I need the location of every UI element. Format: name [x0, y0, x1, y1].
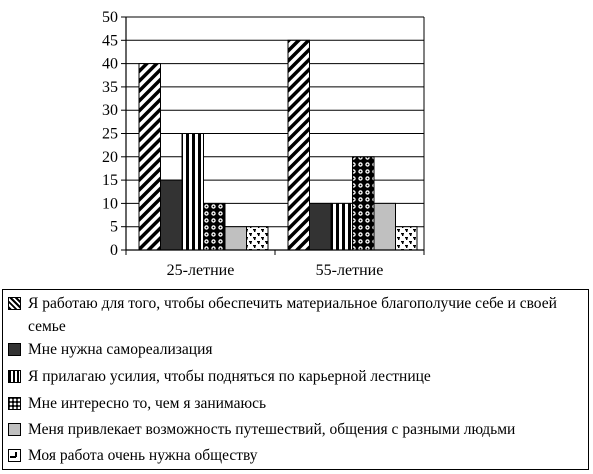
bar — [310, 203, 332, 250]
bar — [331, 203, 353, 250]
legend-item — [8, 444, 258, 467]
bar — [161, 180, 183, 250]
legend-swatch-vertical-stripes — [8, 370, 21, 383]
y-tick-label: 35 — [102, 78, 118, 96]
legend-item — [8, 365, 431, 388]
y-tick-label: 10 — [102, 195, 118, 213]
legend-label: Я работаю для того, чтобы обеспечить материальное благополучие себе и своей семье — [28, 295, 557, 335]
bar — [182, 134, 204, 251]
y-tick-label: 20 — [102, 148, 118, 166]
legend-item — [8, 292, 583, 338]
legend-label: Моя работа очень нужна обществу — [28, 447, 258, 464]
legend-item — [8, 418, 515, 441]
y-tick-label: 40 — [102, 55, 118, 73]
legend-item — [8, 338, 213, 361]
y-tick-label: 5 — [110, 218, 118, 236]
x-category-label: 55-летние — [315, 262, 384, 279]
y-tick-label: 30 — [102, 102, 118, 120]
bar — [288, 40, 310, 250]
legend-item — [8, 392, 266, 415]
bar — [353, 157, 375, 250]
bar — [225, 227, 247, 250]
y-tick-label: 45 — [102, 32, 118, 50]
legend-label: Меня привлекает возможность путешествий, общения с разными людьми — [28, 421, 516, 438]
y-tick-label: 25 — [102, 125, 118, 143]
bar — [139, 64, 161, 250]
legend-swatch-diagonal-stripes — [8, 297, 21, 310]
legend-label: Мне нужна самореализация — [28, 341, 213, 358]
y-tick-label: 15 — [102, 172, 118, 190]
legend-swatch-dots-dark — [8, 397, 21, 410]
y-tick-label: 50 — [102, 9, 118, 26]
legend-swatch-solid-light-gray — [8, 423, 21, 436]
legend-label: Я прилагаю усилия, чтобы подняться по карьерной лестнице — [28, 368, 431, 385]
bar — [374, 203, 396, 250]
bar — [396, 227, 418, 250]
legend-swatch-solid-dark — [8, 343, 21, 356]
bar — [247, 227, 269, 250]
chart-legend — [2, 289, 589, 470]
x-category-label: 25-летние — [166, 262, 235, 279]
legend-swatch-small-marks — [8, 449, 21, 462]
legend-label: Мне интересно то, чем я занимаюсь — [28, 395, 267, 412]
bar — [204, 203, 226, 250]
y-tick-label: 0 — [110, 242, 118, 259]
